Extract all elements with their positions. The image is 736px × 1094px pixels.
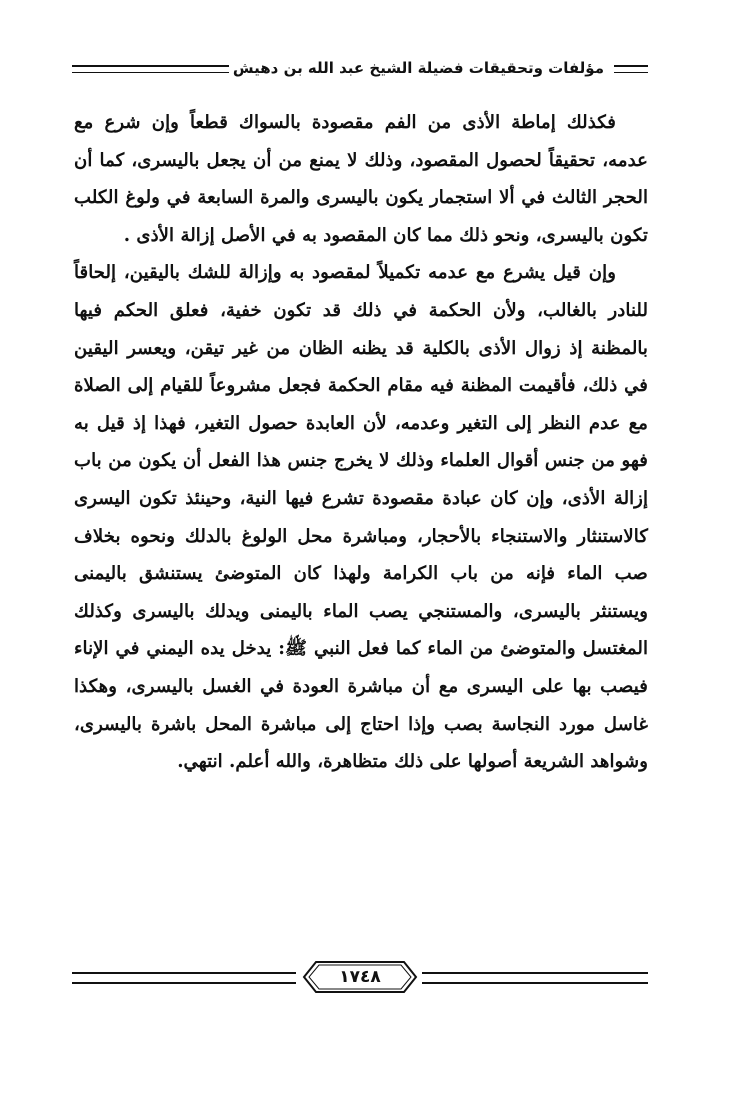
paragraph-1: فكذلك إماطة الأذى من الفم مقصودة بالسواك قطعاً وإن شرع مع عدمه، تحقيقاً لحصول المقصود، وذلك لا يمنع من أن يجعل باليسرى، كما أن الحجر الثالث في ألا استجمار يكون باليسرى والمرة السابعة في ولوغ الكلب تكون باليسرى، ونحو ذلك مما كان المقصود به في الأصل إزالة الأذى . <box>74 112 648 246</box>
footer-rule-right <box>422 972 648 984</box>
running-title: مؤلفات وتحقيقات فضيلة الشيخ عبد الله بن دهيش <box>229 58 608 78</box>
page-body <box>74 104 648 781</box>
paragraph-2: وإن قيل يشرع مع عدمه تكميلاً لمقصود به وإزالة للشك باليقين، إلحاقاً للنادر بالغالب، ولأن الحكمة في ذلك قد تكون خفية، فعلق الحكم فيها بالمظنة إذ زوال الأذى بالكلية قد يظنه الظان من غير تيقن، ويعسر اليقين في ذلك، فأقيمت المظنة فيه مقام الحكمة فجعل مشروعاً للقيام إلى الصلاة مع عدم النظر إلى التغير وعدمه، لأن العابدة حصول التغير، فهذا إذ قيل به فهو من جنس أقوال العلماء وذلك لا يخرج جنس هذا الفعل أن يكون من باب إزالة الأذى، وإن كان عبادة مقصودة تشرع فيها النية، وحينئذ تكون اليسرى كالاستنثار والاستنجاء بالأحجار، ومباشرة محل الولوغ بالدلك ونحوه بخلاف صب الماء فإنه من باب الكرامة ولهذا كان المتوضئ يستنشق باليمنى ويستنثر باليسرى، والمستنجي يصب الماء باليمنى ويدلك باليسرى وكذلك المغتسل والمتوضئ من الماء كما فعل النبي ﷺ: يدخل يده اليمني في الإناء فيصب بها على اليسرى مع أن مباشرة العودة في الغسل باليسرى، وهكذا غاسل مورد النجاسة بصب وإذا احتاج إلى مباشرة المحل باشرة باليسرى، وشواهد الشريعة أصولها على ذلك متظاهرة، والله أعلم. انتهي. <box>74 262 648 773</box>
page-number: ١٧٤٨ <box>339 967 381 987</box>
footer-rule-left <box>72 972 296 984</box>
page-number-badge <box>302 960 418 994</box>
page-header <box>72 58 648 82</box>
page-footer <box>72 960 648 1004</box>
header-rule-right <box>614 65 648 73</box>
